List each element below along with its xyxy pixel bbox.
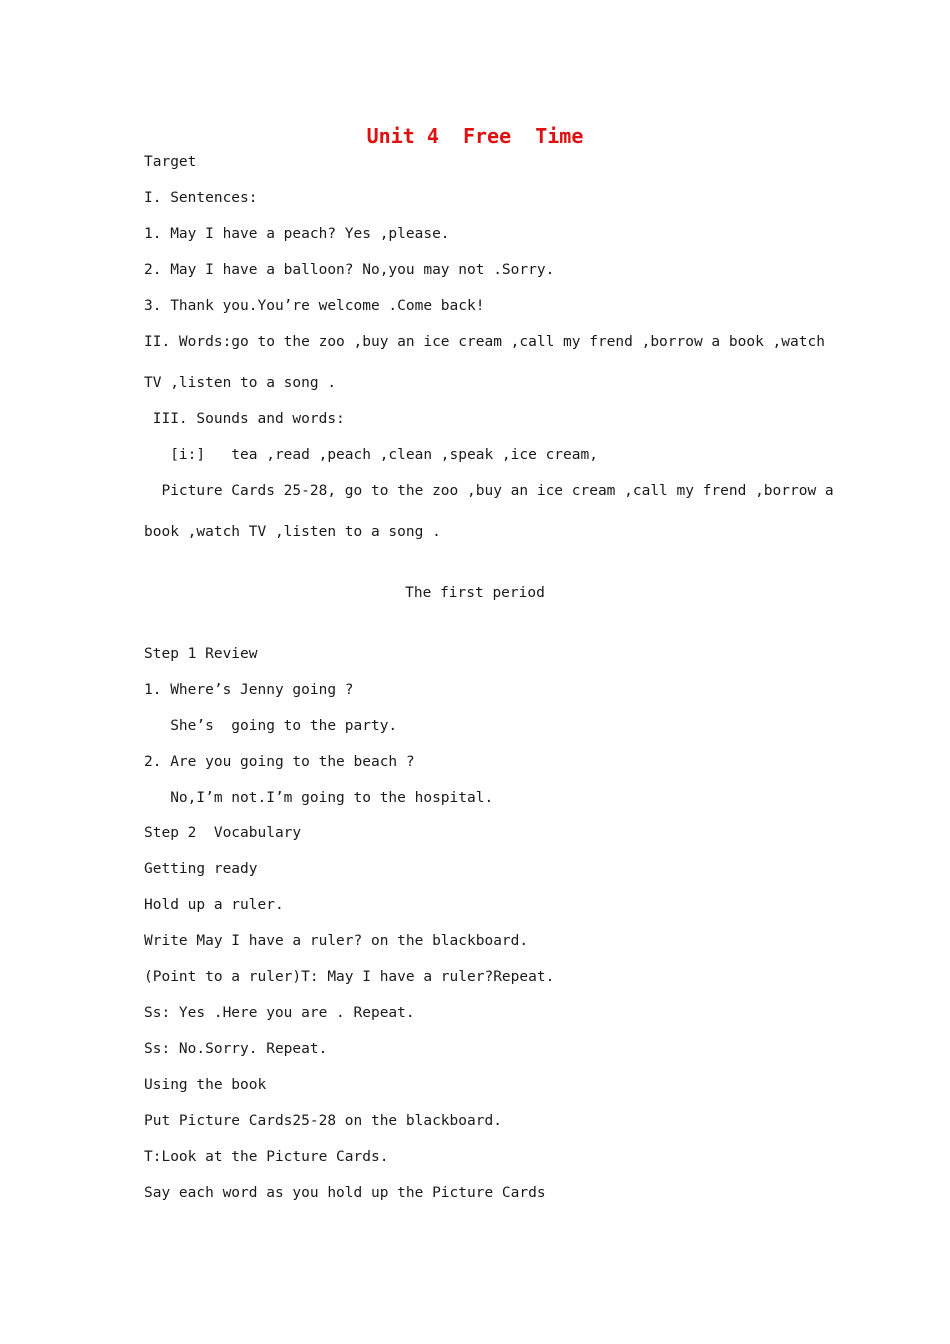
text-line: Say each word as you hold up the Picture Cards	[144, 1185, 546, 1201]
text-line: Write May I have a ruler? on the blackboard.	[144, 933, 529, 949]
text-line: [i:] tea ,read ,peach ,clean ,speak ,ice cream,	[144, 447, 598, 463]
text-line: Using the book	[144, 1077, 267, 1093]
text-line: 1. May I have a peach? Yes ,please.	[144, 226, 450, 242]
page-title: Unit 4 Free Time	[366, 124, 584, 148]
text-line: No,I’m not.I’m going to the hospital.	[144, 790, 494, 806]
text-line: book ,watch TV ,listen to a song .	[144, 524, 441, 540]
text-line: I. Sentences:	[144, 190, 258, 206]
text-line: Picture Cards 25-28, go to the zoo ,buy an ice cream ,call my frend ,borrow a	[144, 483, 834, 499]
text-line: T:Look at the Picture Cards.	[144, 1149, 389, 1165]
text-line: 3. Thank you.You’re welcome .Come back!	[144, 298, 485, 314]
text-line: Put Picture Cards25-28 on the blackboard.	[144, 1113, 502, 1129]
text-line: 1. Where’s Jenny going ?	[144, 682, 354, 698]
text-line: II. Words:go to the zoo ,buy an ice cream ,call my frend ,borrow a book ,watch	[144, 334, 825, 350]
text-line: Getting ready	[144, 861, 258, 877]
text-line: 2. May I have a balloon? No,you may not .Sorry.	[144, 262, 555, 278]
text-line: 2. Are you going to the beach ?	[144, 754, 415, 770]
text-line: Hold up a ruler.	[144, 897, 284, 913]
text-line: TV ,listen to a song .	[144, 375, 337, 391]
text-line: (Point to a ruler)T: May I have a ruler?Repeat.	[144, 969, 555, 985]
text-line: She’s going to the party.	[144, 718, 398, 734]
text-line: Step 2 Vocabulary	[144, 825, 302, 841]
text-line: Target	[144, 154, 197, 170]
section-heading: The first period	[405, 585, 545, 601]
text-line: III. Sounds and words:	[144, 411, 345, 427]
text-line: Step 1 Review	[144, 646, 258, 662]
text-line: Ss: Yes .Here you are . Repeat.	[144, 1005, 415, 1021]
text-line: Ss: No.Sorry. Repeat.	[144, 1041, 328, 1057]
